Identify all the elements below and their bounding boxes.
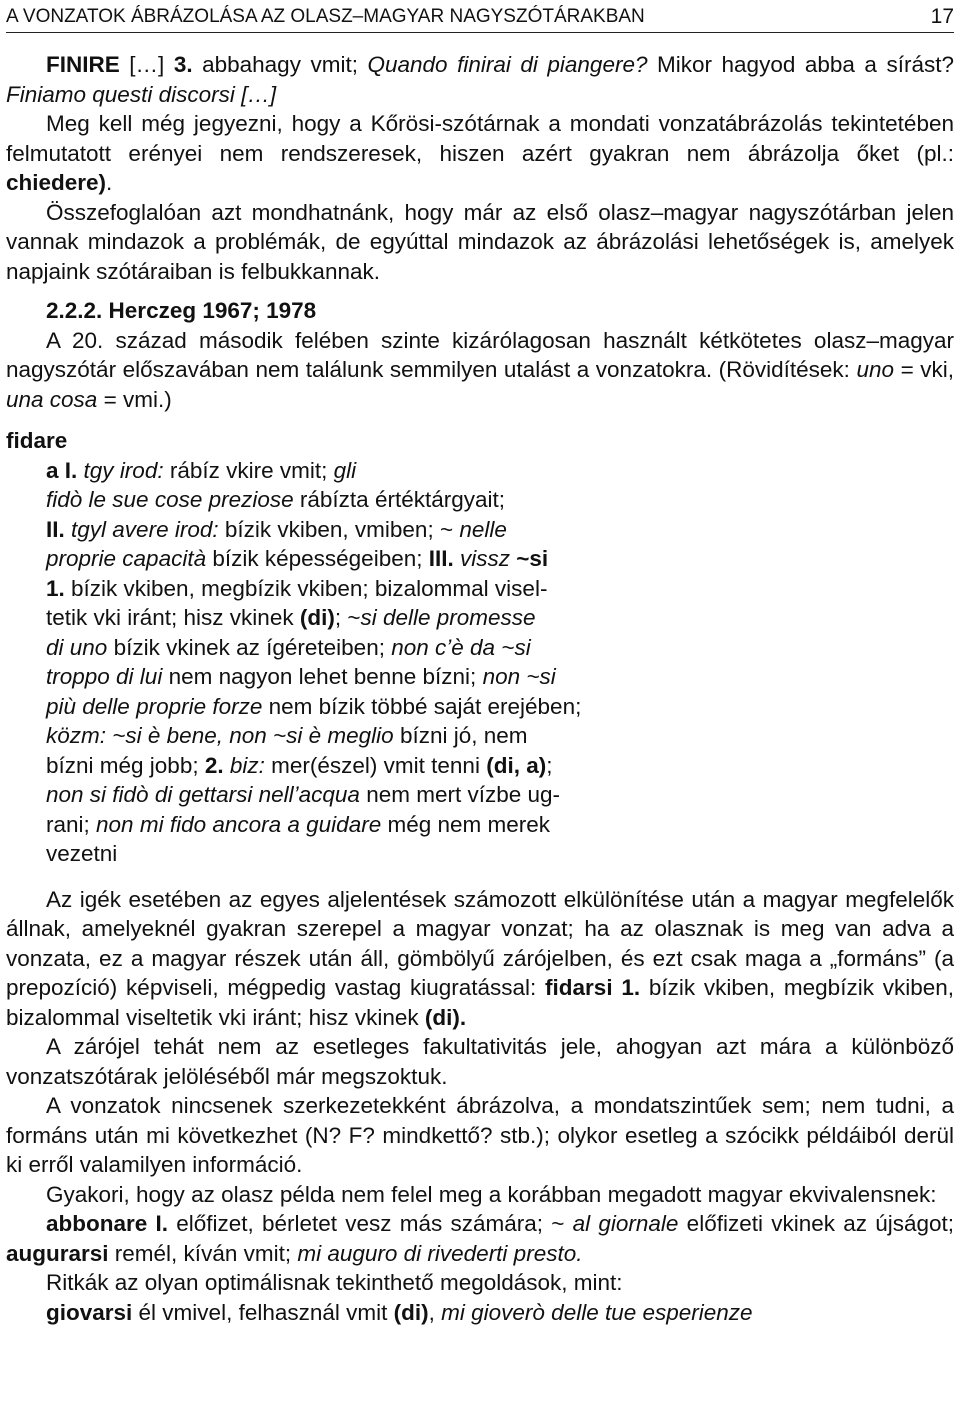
abbr-una-cosa: una cosa (6, 386, 98, 412)
abbr-uno: uno (856, 357, 895, 382)
paragraph-korosi (6, 109, 954, 198)
entry-headword: fidare (6, 428, 68, 453)
example-italian: Quando finirai di piangere? (367, 52, 648, 77)
example-italian-2: Finiamo questi discorsi […] (6, 81, 277, 107)
abbr-text: = vki, (894, 357, 954, 382)
entry-line: proprie capacità bízik képességeiben; III. vissz ~si (46, 546, 549, 571)
entry-line: fidò le sue cose preziose rábízta értéktárgyait; (46, 487, 506, 512)
entry-line: più delle proprie forze nem bízik többé saját erejében; (46, 693, 582, 719)
paragraph-structures: A vonzatok nincsenek szerkezetekként ábrázolva, a mondatszintűek sem; nem tudni, a formáns után mi következhet (N? F? mindkettő? stb.); olykor esetleg a szócikk példáiból derül ki erről valamilyen információ. (6, 1093, 954, 1177)
entry-line: a I. tgy irod: rábíz vkire vmit; gli (46, 457, 357, 483)
page-number: 17 (930, 5, 954, 28)
entry-line: non si fidò di gettarsi nell’acqua nem mert vízbe ug- (46, 782, 561, 807)
bold-example: fidarsi 1. (545, 975, 641, 1000)
bold-example: chiedere) (6, 170, 107, 195)
example-abbonare: abbonare I. előfizet, bérletet vesz más számára; ~ al giornale előfizeti vkinek az újságot; augurarsi remél, kíván vmit; mi auguro di rivederti presto. (6, 1211, 954, 1266)
sense-number: 3. (173, 52, 193, 77)
paragraph-brackets: A zárójel tehát nem az esetleges fakultativitás jele, ahogyan azt mára a különböző vonzatszótárak jelöléséből már megszoktuk. (6, 1034, 954, 1089)
paragraph-summary: Összefoglalóan azt mondhatnánk, hogy már az első olasz–magyar nagyszótárban jelen vannak mindazok a problémák, de egyúttal mindazok az ábrázolási lehetőségek is, amelyek napjaink szótáraiban is felbukkannak. (6, 199, 954, 284)
entry-line: tetik vki iránt; hisz vkinek (di); ~si delle promesse (46, 605, 536, 630)
quote-finire (6, 50, 954, 109)
page-body (6, 50, 954, 1327)
running-header (6, 2, 954, 33)
entry-line: bízni még jobb; 2. biz: mer(észel) vmit tenni (di, a); (46, 752, 553, 778)
entry-line: II. tgyl avere irod: bízik vkiben, vmiben; ~ nelle (46, 516, 507, 542)
entry-line: di uno bízik vkinek az ígéreteiben; non c’è da ~si (46, 634, 531, 660)
ellipsis: […] (119, 52, 174, 77)
paragraph-equivalents: Gyakori, hogy az olasz példa nem felel meg a korábban megadott magyar ekvivalensnek: (46, 1181, 937, 1207)
entry-line: troppo di lui nem nagyon lehet benne bízni; non ~si (46, 664, 556, 689)
section-number: 2.2.2. (46, 298, 103, 323)
paragraph-text: A 20. század második felében szinte kizárólagosan használt kétkötetes olasz–magyar nagyszótár előszavában nem találunk semmilyen utalást a vonzatokra. (Rövidítések: (6, 327, 954, 382)
paragraph-verbs: Az igék esetében az egyes aljelentések számozott elkülönítése után a magyar megfelelők állnak, amelyeknél gyakran szerepel a magyar vonzat; ha az olasznak is meg van adva a vonzata, ez a magyar részek után áll, gömbölyű zárójelben, és ezt csak maga a „formáns” (a prepozíció) képviseli, mégpedig vastag kiugratással: fidarsi 1. bízik vkiben, megbízik vkiben, bizalommal viseltetik vki iránt; hisz vkinek (di). (6, 886, 954, 1030)
bold-formant: (di). (424, 1004, 467, 1030)
section-heading (6, 296, 954, 326)
entry-line: rani; non mi fido ancora a guidare még nem merek (46, 811, 551, 837)
headword-finire: FINIRE (46, 52, 120, 77)
dictionary-entry-fidare (46, 456, 618, 869)
paragraph-end: . (106, 170, 113, 195)
abbr-text-2: = vmi.) (97, 386, 172, 412)
paragraph-herczeg (6, 326, 954, 415)
example-giovarsi: giovarsi él vmivel, felhasznál vmit (di), mi gioverò delle tue esperienze (46, 1299, 753, 1325)
paragraph-text: Meg kell még jegyezni, hogy a Kőrösi-szótárnak a mondati vonzatábrázolás tekintetében felmutatott erényei nem rendszeresek, hiszen azért gyakran nem ábrázolja őket (pl.: (6, 111, 954, 166)
paragraph-optimal: Ritkák az olyan optimálisnak tekinthető megoldások, mint: (46, 1270, 623, 1295)
running-title: A VONZATOK ÁBRÁZOLÁSA AZ OLASZ–MAGYAR NAGYSZÓTÁRAKBAN (6, 6, 645, 27)
entry-line: vezetni (46, 841, 118, 866)
definition: abbahagy vmit; (192, 52, 368, 77)
entry-line: 1. bízik vkiben, megbízik vkiben; bizalommal visel- (46, 575, 548, 601)
entry-line: közm: ~si è bene, non ~si è meglio bízni jó, nem (46, 723, 528, 748)
section-title: Herczeg 1967; 1978 (102, 298, 317, 323)
example-hungarian: Mikor hagyod abba a sírást? (647, 52, 954, 77)
